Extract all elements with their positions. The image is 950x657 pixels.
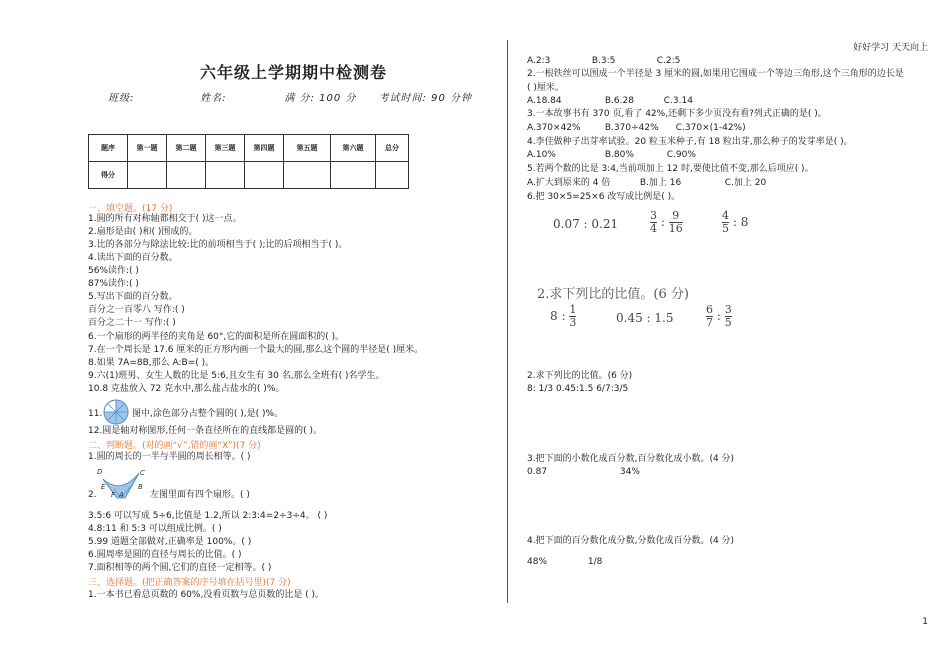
question-fill-4b: 87%读作:( ) <box>88 279 139 289</box>
choice-2-option-a: A.18.84 <box>527 96 562 106</box>
question-fill-7: 7.在一个周长是 17.6 厘米的正方形内画一个最大的圆,那么这个圆的半径是( )厘米。 <box>88 345 424 355</box>
score-table-cell: 第四题 <box>245 135 284 162</box>
choice-4-option-b: B.80% <box>604 150 634 160</box>
question-fill-3: 3.比的各部分与除法比较:比的前项相当于( );比的后项相当于( )。 <box>88 240 348 250</box>
question-fill-10: 10.8 克盐放入 72 克水中,那么盐占盐水的( )%。 <box>88 384 285 394</box>
question-fill-8: 8.如果 7A=8B,那么 A:B=( )。 <box>88 358 215 368</box>
choice-2-options <box>527 95 693 109</box>
ratio-colon: : <box>660 215 665 229</box>
fraction <box>706 304 713 329</box>
question-fill-5a: 百分之一百零八 写作:( ) <box>88 305 185 315</box>
score-input-cell[interactable] <box>331 162 376 189</box>
choice-2-option-c: C.3.14 <box>663 96 693 106</box>
question-judge-1: 1.圆的周长的一半与半圆的周长相等。( ) <box>88 452 251 462</box>
numerator: 3 <box>724 303 732 316</box>
question-judge-2: 左图里面有四个扇形。( ) <box>150 490 250 500</box>
fan-label-f: F <box>111 491 116 499</box>
score-table-cell: 第五题 <box>284 135 331 162</box>
fraction <box>722 210 729 235</box>
fraction <box>569 304 576 329</box>
section-judge: 二、判断题。(对的画“√”,错的画“X”)(7 分) <box>88 441 261 451</box>
ratio-expr-3 <box>722 210 748 235</box>
question-fill-4a: 56%读作:( ) <box>88 266 139 276</box>
fraction <box>725 304 732 329</box>
section-fill-blank: 一、填空题。(17 分) <box>88 204 173 214</box>
choice-1-options <box>527 55 680 69</box>
section-choice: 三、选择题。(把正确答案的序号填在括号里)(7 分) <box>88 578 291 588</box>
question-choice-6: 6.把 30×5=25×6 改写成比例是( )。 <box>527 192 681 202</box>
percent-item: 34% <box>619 467 640 477</box>
fan-label-a: A <box>119 491 124 499</box>
score-table-cell: 总分 <box>376 135 409 162</box>
ratio-term: 8 <box>740 215 749 229</box>
question-fill-12: 12.圆是轴对称图形,任何一条直径所在的直线都是圆的( )。 <box>88 426 323 436</box>
score-table-cell: 第二题 <box>167 135 206 162</box>
question-fill-5: 5.写出下面的百分数。 <box>88 292 178 302</box>
percent-fraction-items <box>527 556 602 570</box>
choice-5-option-c: C.加上 20 <box>724 178 767 188</box>
denominator: 5 <box>722 222 729 235</box>
denominator: 4 <box>650 222 657 235</box>
fan-figure-icon <box>95 465 145 501</box>
choice-4-option-c: C.90% <box>666 150 696 160</box>
time-label: 考试时间: 90 分钟 <box>378 93 473 104</box>
fan-label-e: E <box>101 483 106 491</box>
fraction <box>650 210 657 235</box>
question-percent-fraction: 4.把下面的百分数化成分数,分数化成百分数。(4 分) <box>527 536 735 546</box>
question-fill-2: 2.扇形是由( )和( )围成的。 <box>88 227 198 237</box>
question-fill-11 <box>88 408 102 422</box>
ratio-colon: : <box>732 215 737 229</box>
denominator: 16 <box>668 222 683 235</box>
question-judge-5: 5.99 道题全部做对,正确率是 100%。( ) <box>88 537 252 547</box>
question-fill-4: 4.读出下面的百分数。 <box>88 253 178 263</box>
question-judge-6: 6.圆周率是圆的直径与周长的比值。( ) <box>88 550 242 560</box>
denominator: 7 <box>706 316 713 329</box>
choice-3-option-a: A.370×42% <box>527 123 581 133</box>
score-table-cell: 第一题 <box>128 135 167 162</box>
score-table <box>88 134 409 189</box>
choice-5-option-a: A.扩大到原来的 4 倍 <box>527 178 611 188</box>
fraction <box>669 210 683 235</box>
question-choice-1: 1.一本书已看总页数的 60%,没看页数与总页数的比是 ( )。 <box>88 590 325 600</box>
question-judge-7: 7.面积相等的两个圆,它们的直径一定相等。( ) <box>88 563 272 573</box>
fan-label-d: D <box>97 468 103 476</box>
choice-3-option-b: B.370÷42% <box>604 123 659 133</box>
question-fill-5b: 百分之二十一 写作:( ) <box>88 318 176 328</box>
q11-text: 图中,涂色部分占整个圆的( ),是( )%。 <box>132 409 284 419</box>
numerator: 4 <box>722 209 729 222</box>
choice-3-options <box>527 122 746 136</box>
score-input-cell[interactable] <box>284 162 331 189</box>
denominator: 5 <box>724 316 732 329</box>
score-input-cell[interactable] <box>376 162 409 189</box>
choice-1-option-a: A.2:3 <box>527 56 551 66</box>
numerator: 6 <box>706 303 713 316</box>
score-input-cell[interactable] <box>245 162 284 189</box>
choice-4-option-a: A.10% <box>527 150 556 160</box>
exam-info <box>108 89 472 104</box>
circle-sector-figure-icon <box>102 398 130 426</box>
denominator: 3 <box>569 316 577 329</box>
question-judge-4: 4.8:11 和 5:3 可以组成比例。( ) <box>88 524 222 534</box>
question-choice-2-line2: ( )厘米。 <box>527 83 564 93</box>
fan-label-b: B <box>138 483 143 491</box>
ratio-term: 8 <box>550 309 558 323</box>
choice-4-options <box>527 149 696 163</box>
question-fill-9: 9.六(1)班男、女生人数的比是 5:6,且女生有 30 名,那么全班有( )名学生。 <box>88 371 385 381</box>
score-table-score-row <box>89 162 409 189</box>
score-table-cell: 得分 <box>89 162 128 189</box>
score-table-cell: 第三题 <box>206 135 245 162</box>
q11-prefix: 11. <box>88 409 103 419</box>
column-divider <box>507 40 508 603</box>
decimal-item: 0.87 <box>527 467 548 477</box>
question-fill-6: 6.一个扇形的两半径的夹角是 60°,它的面积是所在圆面积的( )。 <box>88 332 345 342</box>
fan-label-c: C <box>140 469 145 477</box>
header-motto: 好好学习 天天向上 <box>853 43 928 53</box>
ratio-expr-1: 0.07 : 0.21 <box>553 217 619 231</box>
ratio-value-expr-1 <box>550 304 576 329</box>
question-judge-2-prefix: 2. <box>88 490 97 500</box>
fraction-item: 1/8 <box>587 557 603 567</box>
ratio-colon: : <box>561 309 566 323</box>
choice-1-option-c: C.2:5 <box>656 56 681 66</box>
score-table-header-row <box>89 135 409 162</box>
decimal-percent-items <box>527 466 640 480</box>
ratio-value-items: 8: 1/3 0.45:1.5 6/7:3/5 <box>527 384 629 394</box>
choice-5-option-b: B.加上 16 <box>639 178 682 188</box>
score-table-cell: 题序 <box>89 135 128 162</box>
score-label: 满 分: 100 分 <box>284 93 357 104</box>
ratio-value-heading: 2.求下列比的比值。(6 分) <box>537 287 689 302</box>
score-input-cell[interactable] <box>167 162 206 189</box>
choice-3-option-c: C.370×(1-42%) <box>675 123 746 133</box>
question-judge-3: 3.5:6 可以写成 5÷6,比值是 1.2,所以 2:3:4=2÷3÷4。 ( ) <box>88 511 328 521</box>
numerator: 9 <box>672 209 680 222</box>
question-decimal-percent: 3.把下面的小数化成百分数,百分数化成小数。(4 分) <box>527 454 735 464</box>
choice-1-option-b: B.3:5 <box>591 56 616 66</box>
question-choice-4: 4.李佳做种子出芽率试验。20 粒玉米种子,有 18 粒出芽,那么种子的发芽率是( )。 <box>527 137 853 147</box>
question-fill-1: 1.圆的所有对称轴都相交于( )这一点。 <box>88 214 242 224</box>
page-number: 1 <box>922 617 928 627</box>
numerator: 3 <box>650 209 657 222</box>
score-table-cell: 第六题 <box>331 135 376 162</box>
question-choice-2: 2.一根铁丝可以围成一个半径是 3 厘米的圆,如果用它围成一个等边三角形,这个三角形的边长是 <box>527 69 904 79</box>
score-input-cell[interactable] <box>128 162 167 189</box>
question-ratio-value: 2.求下列比的比值。(6 分) <box>527 371 633 381</box>
question-choice-3: 3.一本故事书有 370 页,看了 42%,还剩下多少页没有看?列式正确的是( )。 <box>527 109 827 119</box>
question-choice-5: 5.若两个数的比是 3:4,当前项加上 12 时,要使比值不变,那么后项应( )。 <box>527 164 814 174</box>
ratio-expr-2 <box>650 210 683 235</box>
page-title: 六年级上学期期中检测卷 <box>200 63 388 82</box>
choice-2-option-b: B.6.28 <box>604 96 634 106</box>
percent-item: 48% <box>527 557 548 567</box>
ratio-value-expr-2: 0.45 : 1.5 <box>616 311 674 325</box>
class-label: 班级: <box>108 93 135 104</box>
name-label: 姓名: <box>200 93 227 104</box>
choice-5-options <box>527 177 766 191</box>
ratio-colon: : <box>716 309 721 323</box>
ratio-value-expr-3 <box>706 304 732 329</box>
score-input-cell[interactable] <box>206 162 245 189</box>
numerator: 1 <box>569 303 577 316</box>
